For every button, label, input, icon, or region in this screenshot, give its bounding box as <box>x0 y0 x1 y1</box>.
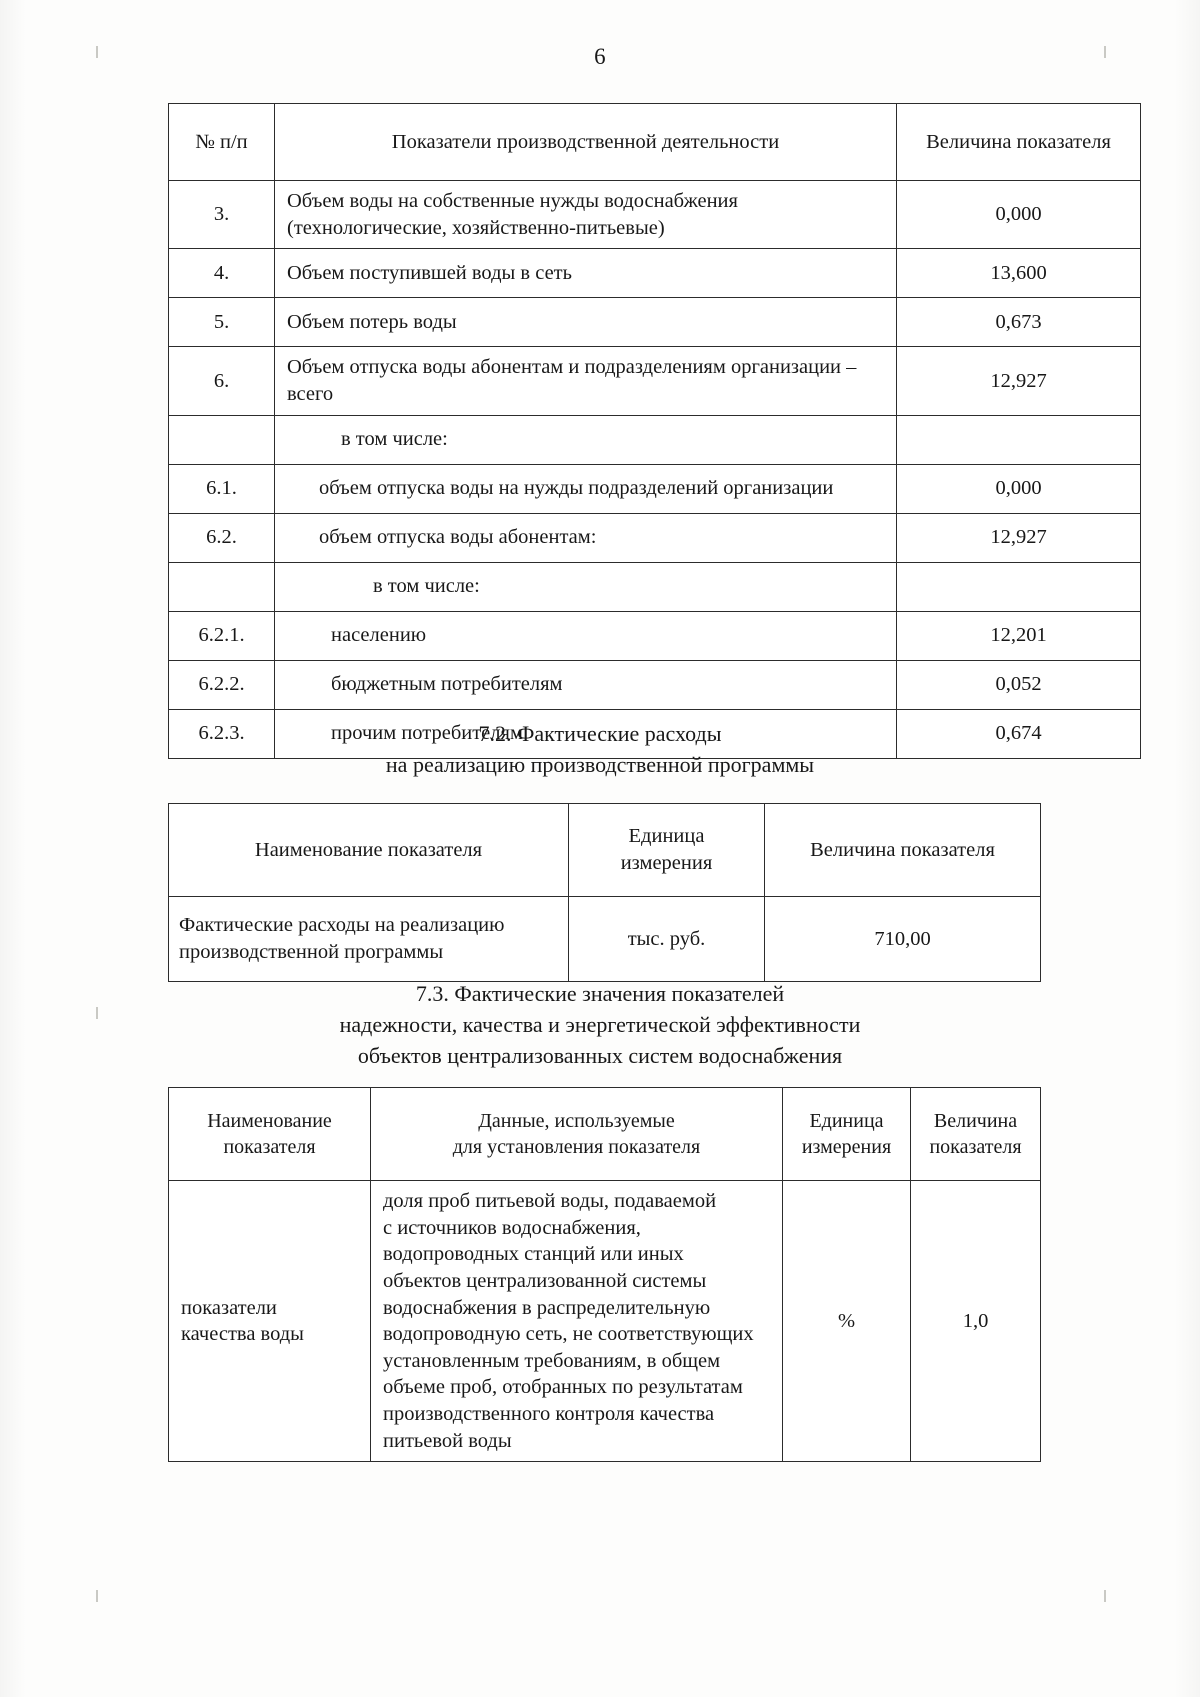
header-name-line2: показателя <box>223 1136 316 1158</box>
row-value: 0,000 <box>897 181 1141 249</box>
row-unit: тыс. руб. <box>569 897 765 982</box>
row-no: 6.1. <box>169 464 275 513</box>
scan-edge-right <box>1174 0 1200 1697</box>
row-label: прочим потребителям <box>275 709 897 758</box>
table-row <box>169 897 1041 982</box>
row-label: в том числе: <box>275 562 897 611</box>
row-no: 6.2.3. <box>169 709 275 758</box>
table-row <box>169 298 1141 347</box>
row-description-line-1: доля проб питьевой воды, подаваемой <box>383 1190 717 1212</box>
page-number: 6 <box>594 44 606 69</box>
row-description-line-2: с источников водоснабжения, <box>383 1216 641 1239</box>
table-header-row <box>169 1088 1041 1181</box>
row-value <box>897 415 1141 464</box>
row-value: 0,052 <box>897 660 1141 709</box>
row-description-line-5: водоснабжения в распределительную <box>383 1296 711 1319</box>
row-label: Объем отпуска воды абонентам и подразделениям организации – всего <box>275 347 897 415</box>
header-unit <box>783 1088 911 1181</box>
row-label <box>169 1181 371 1462</box>
row-no: 6.2.1. <box>169 611 275 660</box>
table-header-row <box>169 804 1041 897</box>
row-description-line-8: объеме проб, отобранных по результатам <box>383 1376 743 1399</box>
section-heading-7-2-line2: на реализацию производственной программы <box>385 752 815 778</box>
row-unit: % <box>783 1181 911 1462</box>
header-name <box>169 1088 371 1181</box>
quality-indicators-table <box>168 1087 1041 1462</box>
row-value: 12,927 <box>897 513 1141 562</box>
row-label: Фактические расходы на реализацию производственной программы <box>169 897 569 982</box>
table-row-subheader <box>169 415 1141 464</box>
row-value: 13,600 <box>897 249 1141 298</box>
row-label: населению <box>275 611 897 660</box>
row-label-line2: качества воды <box>181 1323 304 1346</box>
section-heading-7-2-line1: 7.2. Фактические расходы <box>478 721 722 746</box>
row-value: 12,927 <box>897 347 1141 415</box>
row-label: Объем потерь воды <box>275 298 897 347</box>
row-label: объем отпуска воды на нужды подразделений организации <box>275 464 897 513</box>
header-value: Величина показателя <box>897 104 1141 181</box>
table-row <box>169 249 1141 298</box>
header-name-line1: Наименование <box>207 1110 332 1132</box>
header-unit-line1: Единица <box>628 825 705 848</box>
table-row <box>169 1181 1041 1462</box>
row-no: 6.2.2. <box>169 660 275 709</box>
table-row-subheader <box>169 562 1141 611</box>
header-unit <box>569 804 765 897</box>
row-no <box>169 562 275 611</box>
row-no: 5. <box>169 298 275 347</box>
row-value: 1,0 <box>911 1181 1041 1462</box>
table-header-row <box>169 104 1141 181</box>
header-data <box>371 1088 783 1181</box>
table-row <box>169 464 1141 513</box>
table-row <box>169 181 1141 249</box>
row-description-line-10: питьевой воды <box>383 1429 512 1452</box>
header-unit-line2: измерения <box>620 852 713 874</box>
table-row <box>169 347 1141 415</box>
row-label: Объем поступившей воды в сеть <box>275 249 897 298</box>
row-no: 6. <box>169 347 275 415</box>
row-description-line-9: производственного контроля качества <box>383 1403 715 1426</box>
row-description-line-6: водопроводную сеть, не соответствующих <box>383 1323 754 1346</box>
header-indicator: Показатели производственной деятельности <box>275 104 897 181</box>
scan-tick-right-bottom <box>1104 1590 1106 1602</box>
table-row <box>169 660 1141 709</box>
section-heading-7-3-line1: 7.3. Фактические значения показателей <box>415 981 785 1006</box>
row-no: 6.2. <box>169 513 275 562</box>
row-description-lines <box>383 1188 772 1454</box>
row-value: 0,673 <box>897 298 1141 347</box>
row-label: бюджетным потребителям <box>275 660 897 709</box>
section-heading-7-2 <box>0 718 1200 780</box>
header-name: Наименование показателя <box>169 804 569 897</box>
table-row <box>169 611 1141 660</box>
header-unit-line1: Единица <box>809 1110 884 1132</box>
header-value-line1: Величина <box>933 1110 1018 1132</box>
row-value <box>897 562 1141 611</box>
row-value: 710,00 <box>765 897 1041 982</box>
table-row <box>169 513 1141 562</box>
row-description-line-7: установленным требованиям, в общем <box>383 1349 721 1372</box>
row-description-line-4: объектов централизованной системы <box>383 1269 707 1292</box>
scan-edge-left <box>0 0 26 1697</box>
row-label: в том числе: <box>275 415 897 464</box>
production-indicators-table <box>168 103 1141 759</box>
row-label-line1: показатели <box>181 1296 277 1319</box>
header-no: № п/п <box>169 104 275 181</box>
row-description-line-3: водопроводных станций или иных <box>383 1243 684 1266</box>
actual-expenses-table <box>168 803 1041 982</box>
header-data-line1: Данные, используемые <box>478 1110 675 1132</box>
header-unit-line2: измерения <box>801 1136 892 1158</box>
section-heading-7-3 <box>0 978 1200 1072</box>
section-heading-7-3-line2: надежности, качества и энергетической эффективности <box>339 1012 861 1038</box>
header-value: Величина показателя <box>765 804 1041 897</box>
header-value <box>911 1088 1041 1181</box>
row-no: 3. <box>169 181 275 249</box>
row-label: объем отпуска воды абонентам: <box>275 513 897 562</box>
row-description <box>371 1181 783 1462</box>
row-label: Объем воды на собственные нужды водоснабжения (технологические, хозяйственно-питьевые) <box>275 181 897 249</box>
row-no: 4. <box>169 249 275 298</box>
row-value: 0,674 <box>897 709 1141 758</box>
row-value: 0,000 <box>897 464 1141 513</box>
section-heading-7-3-line3: объектов централизованных систем водоснабжения <box>357 1043 843 1069</box>
scan-tick-left-bottom <box>96 1590 98 1602</box>
row-value: 12,201 <box>897 611 1141 660</box>
row-no <box>169 415 275 464</box>
header-value-line2: показателя <box>929 1136 1022 1158</box>
header-data-line2: для установления показателя <box>452 1136 701 1158</box>
